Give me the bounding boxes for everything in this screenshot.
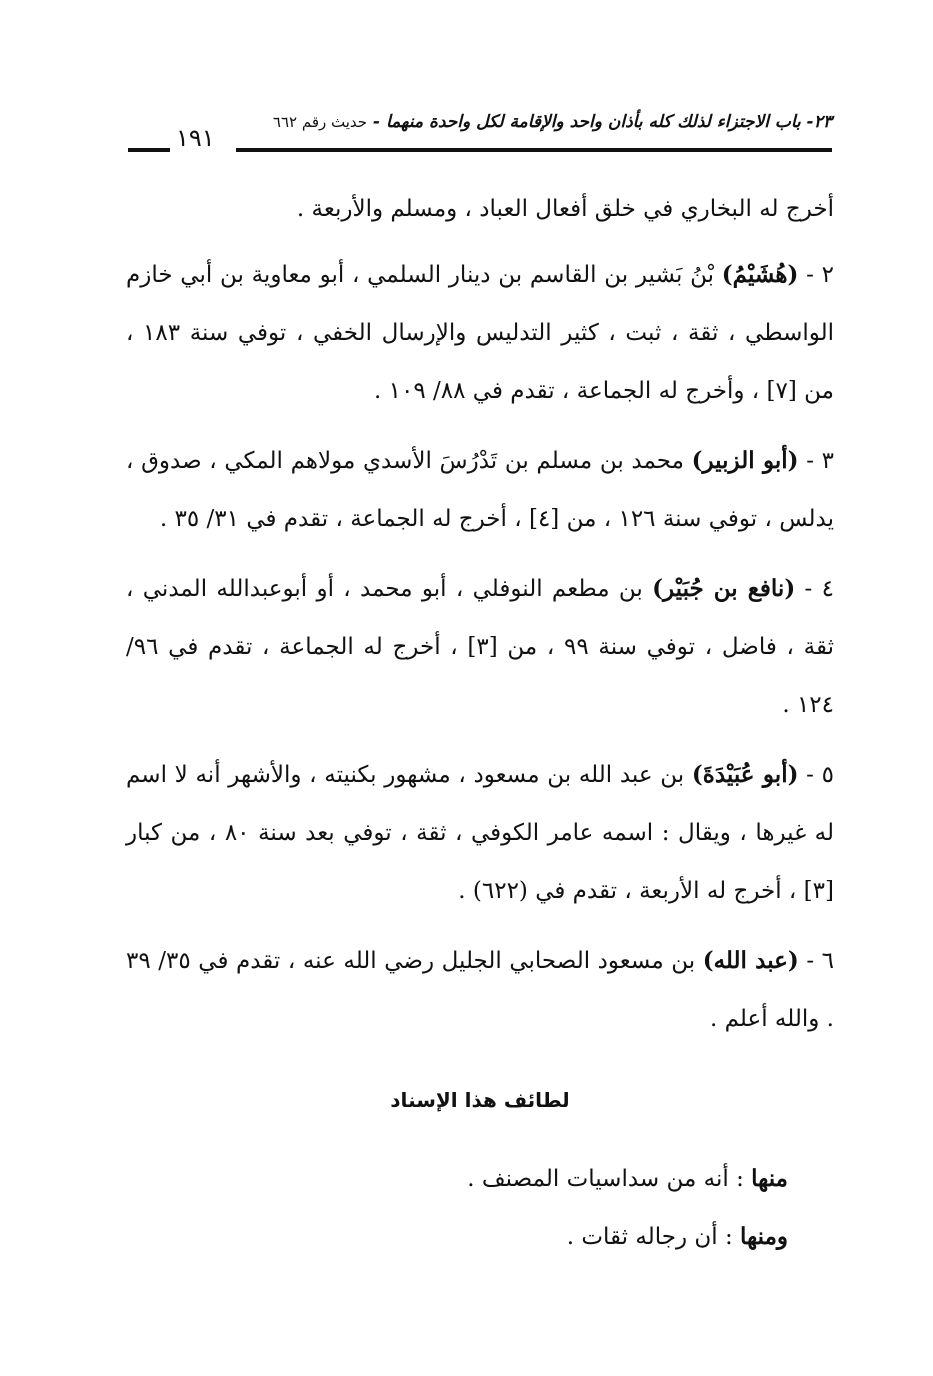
body-text bbox=[126, 180, 834, 1060]
narrator-entry-6 bbox=[126, 932, 834, 1048]
benefit-text: : أن رجاله ثقات . bbox=[566, 1224, 741, 1250]
entry-text: بن مسعود الصحابي الجليل رضي الله عنه ، تقدم في ٣٥/ ٣٩ . والله أعلم . bbox=[126, 948, 834, 1032]
benefit-lead: ومنها bbox=[740, 1223, 788, 1250]
entry-number: ٦ - bbox=[798, 948, 835, 974]
narrator-entry-4 bbox=[126, 560, 834, 734]
narrator-name: (أبو عُبَيْدَةَ) bbox=[691, 761, 799, 788]
entry-text: بن عبد الله بن مسعود ، مشهور بكنيته ، والأشهر أنه لا اسم له غيرها ، ويقال : اسمه عامر الكوفي ، ثقة ، توفي بعد سنة ٨٠ ، من كبار [٣] ، أخرج له الأربعة ، تقدم في (٦٢٢) . bbox=[126, 762, 834, 904]
running-header bbox=[128, 112, 832, 152]
benefit-item-1 bbox=[126, 1150, 788, 1208]
paragraph-1 bbox=[126, 180, 834, 238]
narrator-name: (هُشَيْمُ) bbox=[721, 261, 799, 288]
entry-number: ٢ - bbox=[798, 262, 834, 288]
header-rule bbox=[236, 148, 832, 152]
entry-text: محمد بن مسلم بن تَدْرُسَ الأسدي مولاهم المكي ، صدوق ، يدلس ، توفي سنة ١٢٦ ، من [٤] ، أخرج له الجماعة ، تقدم في ٣١/ ٣٥ . bbox=[126, 448, 834, 532]
entry-text: بن مطعم النوفلي ، أبو محمد ، أو أبوعبدالله المدني ، ثقة ، فاضل ، توفي سنة ٩٩ ، من [٣] ، أخرج له الجماعة ، تقدم في ٩٦/ ١٢٤ . bbox=[126, 576, 834, 718]
narrator-name: (نافع بن جُبَيْر) bbox=[652, 575, 796, 602]
entry-number: ٣ - bbox=[798, 448, 834, 474]
narrator-entry-5 bbox=[126, 746, 834, 920]
entry-number: ٤ - bbox=[795, 576, 834, 602]
chapter-title-text: ٢٣- باب الاجتزاء لذلك كله بأذان واحد والإقامة لكل واحدة منهما - bbox=[367, 112, 832, 132]
narrator-name: (عبد الله) bbox=[702, 947, 799, 974]
entry-text: بْنُ بَشير بن القاسم بن دينار السلمي ، أبو معاوية بن أبي خازم الواسطي ، ثقة ، ثبت ، كثير التدليس والإرسال الخفي ، توفي سنة ١٨٣ ، من [٧] ، وأخرج له الجماعة ، تقدم في ٨٨/ ١٠٩ . bbox=[126, 262, 835, 404]
narrator-entry-3 bbox=[126, 432, 834, 548]
entry-number: ٥ - bbox=[798, 762, 834, 788]
section-title: لطائف هذا الإسناد bbox=[390, 1088, 570, 1112]
chapter-title bbox=[273, 112, 832, 132]
benefit-text: : أنه من سداسيات المصنف . bbox=[467, 1166, 752, 1192]
hadith-reference: حديث رقم ٦٦٢ bbox=[272, 113, 368, 131]
benefit-item-2 bbox=[126, 1208, 788, 1266]
isnad-benefits-list bbox=[126, 1150, 788, 1266]
page-number: ١٩١ bbox=[176, 124, 215, 152]
paragraph-text: أخرج له البخاري في خلق أفعال العباد ، ومسلم والأربعة . bbox=[296, 196, 834, 222]
narrator-name: (أبو الزبير) bbox=[691, 447, 799, 474]
benefit-lead: منها bbox=[751, 1165, 788, 1192]
narrator-entry-2 bbox=[126, 246, 834, 420]
header-rule-short bbox=[128, 148, 170, 152]
